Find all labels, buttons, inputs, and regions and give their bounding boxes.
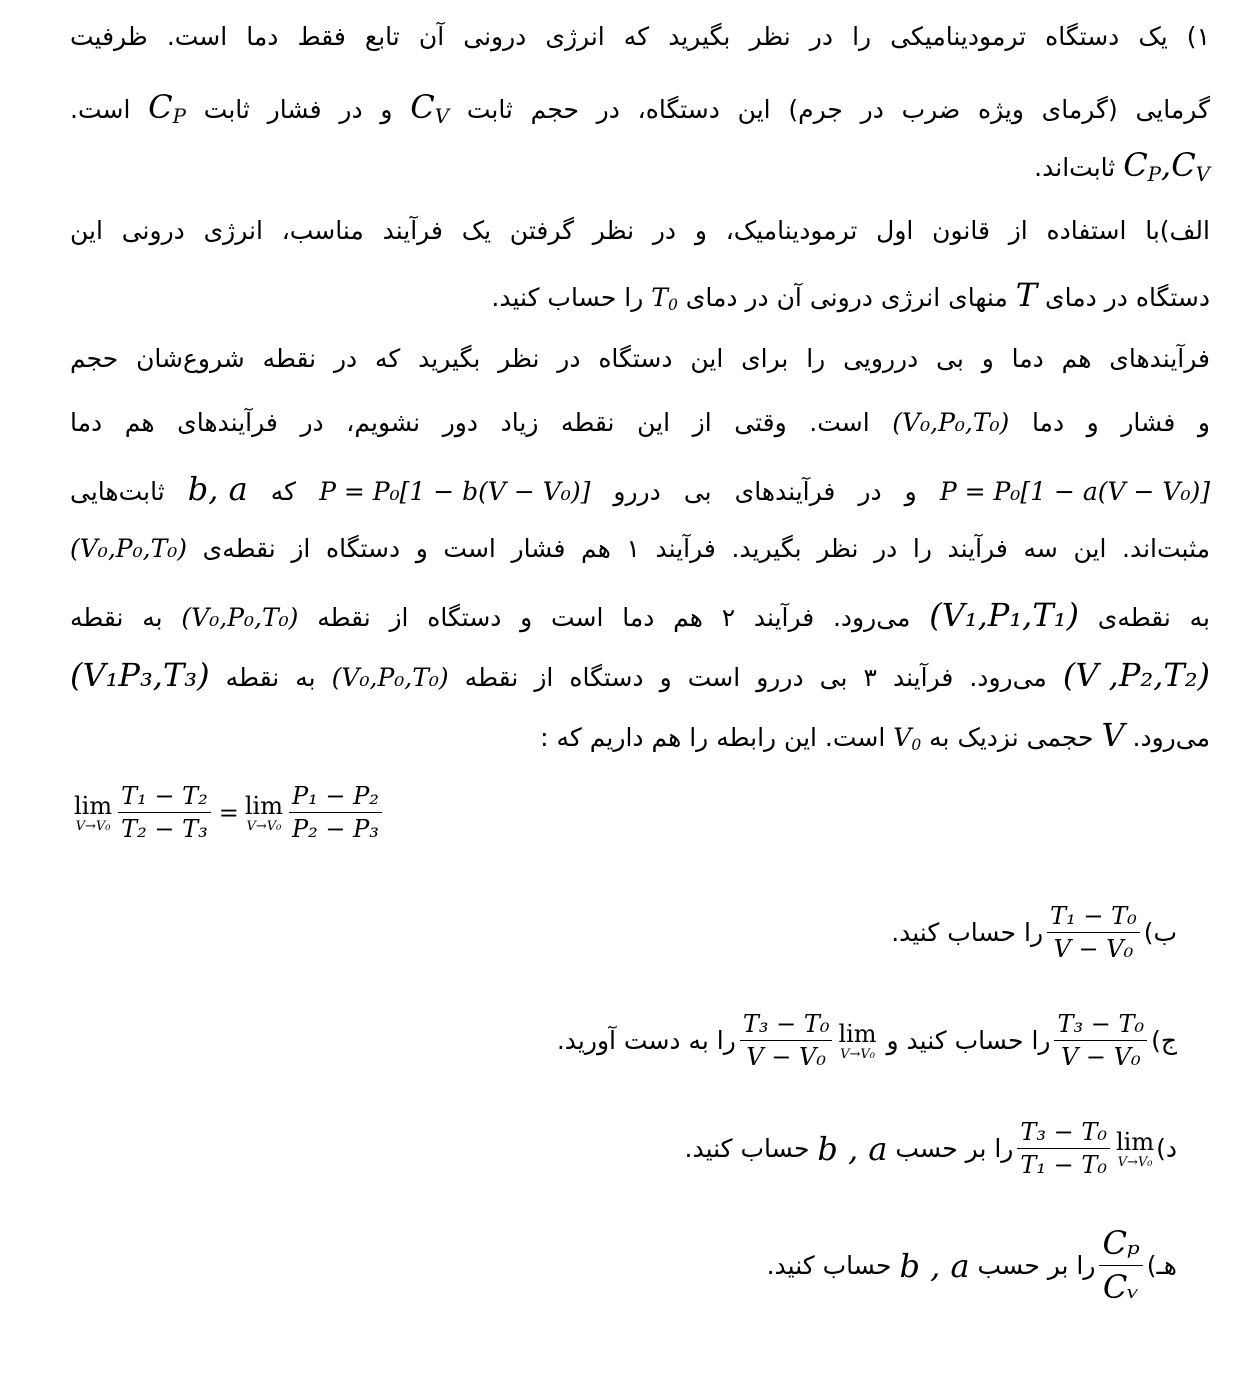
math-state0: (V₀,P₀,T₀) <box>70 534 188 563</box>
process-line-6 <box>70 656 1210 694</box>
equals-sign: = <box>218 798 239 827</box>
problem-text: می‌رود. فرآیند ۲ هم دما است و دستگاه از نقطه <box>317 603 911 632</box>
question-c <box>557 1008 1177 1074</box>
part-a-line-1 <box>70 216 1210 246</box>
problem-text: ثابت‌اند. <box>1034 153 1116 182</box>
part-a-line-2 <box>70 276 1210 314</box>
problem-text: ثابت‌هایی <box>70 477 165 506</box>
problem-line-1 <box>70 22 1210 52</box>
math-cv: $C_V$ <box>410 88 450 128</box>
problem-text: است. <box>70 95 131 124</box>
problem-text: است. وقتی از این نقطه زیاد دور نشویم، در فرآیندهای هم دما <box>70 408 870 437</box>
process-line-5 <box>70 596 1210 634</box>
problem-text: منهای انرژی درونی آن در دمای <box>685 283 1008 312</box>
math-isothermal-eq: P = P₀[1 − a(V − V₀)] <box>939 477 1210 506</box>
question-text: را بر حسب <box>895 1134 1014 1164</box>
problem-text: دستگاه در دمای <box>1045 283 1210 312</box>
problem-text: به نقطه <box>225 663 316 692</box>
problem-text: و فشار و دما <box>1031 408 1210 437</box>
math-v: V <box>1101 716 1125 754</box>
question-text: را به دست آورید. <box>556 1026 736 1056</box>
process-line-2 <box>70 408 1210 438</box>
question-text: حساب کنید. <box>766 1251 892 1281</box>
question-label: هـ) <box>1146 1251 1177 1281</box>
fraction-b: $\frac{\text{T₁ − T₀}}{\text{V − V₀}}$ <box>1047 900 1140 966</box>
fraction-pressure: $\frac{\text{P₁ − P₂}}{\text{P₂ − P₃}}$ <box>289 780 382 846</box>
limit-relation <box>72 780 386 846</box>
problem-line-2 <box>70 88 1210 126</box>
problem-text: است. این رابطه را هم داریم که : <box>540 723 886 752</box>
problem-text: که <box>270 477 297 506</box>
limit-operator: lim V→V₀ <box>838 1020 877 1062</box>
question-label: ب) <box>1143 918 1177 948</box>
math-ba: b , a <box>817 1129 888 1168</box>
process-line-4 <box>70 534 1210 564</box>
math-ba: b , a <box>899 1246 970 1285</box>
problem-text: ۱) یک دستگاه ترمودینامیکی را در نظر بگیرید که انرژی درونی آن تابع فقط دما است. ظرفیت <box>70 22 1210 51</box>
process-line-1 <box>70 344 1210 374</box>
process-line-7 <box>70 716 1210 754</box>
problem-text: را حساب کنید. <box>491 283 644 312</box>
problem-line-3 <box>70 146 1210 184</box>
problem-text: گرمایی (گرمای ویژه ضرب در جرم) این دستگاه، در حجم ثابت <box>466 95 1210 124</box>
problem-text: الف)با استفاده از قانون اول ترمودینامیک، و در نظر گرفتن یک فرآیند مناسب، انرژی درونی این <box>70 216 1210 245</box>
question-label: ج) <box>1151 1026 1177 1056</box>
fraction-e: $\frac{\text{Cₚ}}{\text{Cᵥ}}$ <box>1099 1222 1142 1309</box>
math-state0: (V₀,P₀,T₀) <box>181 603 299 632</box>
problem-text: می‌رود. <box>1132 723 1210 752</box>
problem-text: و در فشار ثابت <box>203 95 393 124</box>
fraction-c-limit: $\frac{\text{T₃ − T₀}}{\text{V − V₀}}$ <box>740 1008 833 1074</box>
math-state0: (V₀,P₀,T₀) <box>892 408 1010 437</box>
limit-operator: lim V→V₀ <box>244 792 283 834</box>
question-text: حساب کنید. <box>684 1134 810 1164</box>
math-cp-cv: $C_P,C_V$ <box>1123 146 1210 186</box>
math-state2: (V ,P₂,T₂) <box>1062 656 1211 694</box>
math-ab: b, a <box>187 470 248 508</box>
problem-text: می‌رود. فرآیند ۳ بی دررو است و دستگاه از نقطه <box>464 663 1047 692</box>
fraction-d: $\frac{\text{T₃ − T₀}}{\text{T₁ − T₀}}$ <box>1017 1116 1110 1182</box>
question-b <box>891 900 1177 966</box>
limit-operator: lim V→V₀ <box>74 792 113 834</box>
problem-text: و در فرآیندهای بی دررو <box>613 477 917 506</box>
problem-text: به نقطه <box>70 603 163 632</box>
math-adiabatic-eq: P = P₀[1 − b(V − V₀)] <box>319 477 591 506</box>
problem-text: حجمی نزدیک به <box>929 723 1094 752</box>
fraction-c: $\frac{\text{T₃ − T₀}}{\text{V − V₀}}$ <box>1054 1008 1147 1074</box>
math-state0: (V₀,P₀,T₀) <box>331 663 449 692</box>
process-line-3 <box>70 470 1210 508</box>
math-state3: (V₁P₃,T₃) <box>70 656 210 694</box>
math-cp: $C_P$ <box>148 88 186 128</box>
question-text: را بر حسب <box>977 1251 1096 1281</box>
math-state1: (V₁,P₁,T₁) <box>929 596 1079 634</box>
problem-text: مثبت‌اند. این سه فرآیند را در نظر بگیرید. فرآیند ۱ هم فشار است و دستگاه از نقطه‌ی <box>202 534 1211 563</box>
question-label: د) <box>1156 1134 1177 1164</box>
math-t0: $T_0$ <box>651 283 678 314</box>
question-d <box>685 1116 1178 1182</box>
problem-text: فرآیندهای هم دما و بی دررویی را برای این دستگاه در نظر بگیرید که در نقطه شروع‌شان حجم <box>70 344 1210 373</box>
question-text: را حساب کنید. <box>891 918 1044 948</box>
question-text: را حساب کنید و <box>886 1026 1051 1056</box>
question-e <box>767 1222 1177 1309</box>
limit-operator: lim V→V₀ <box>1116 1128 1155 1170</box>
math-v0: $V_0$ <box>893 723 922 754</box>
fraction-temperature: $\frac{\text{T₁ − T₂}}{\text{T₂ − T₃}}$ <box>118 780 211 846</box>
math-t: T <box>1015 276 1038 314</box>
problem-text: به نقطه‌ی <box>1097 603 1210 632</box>
